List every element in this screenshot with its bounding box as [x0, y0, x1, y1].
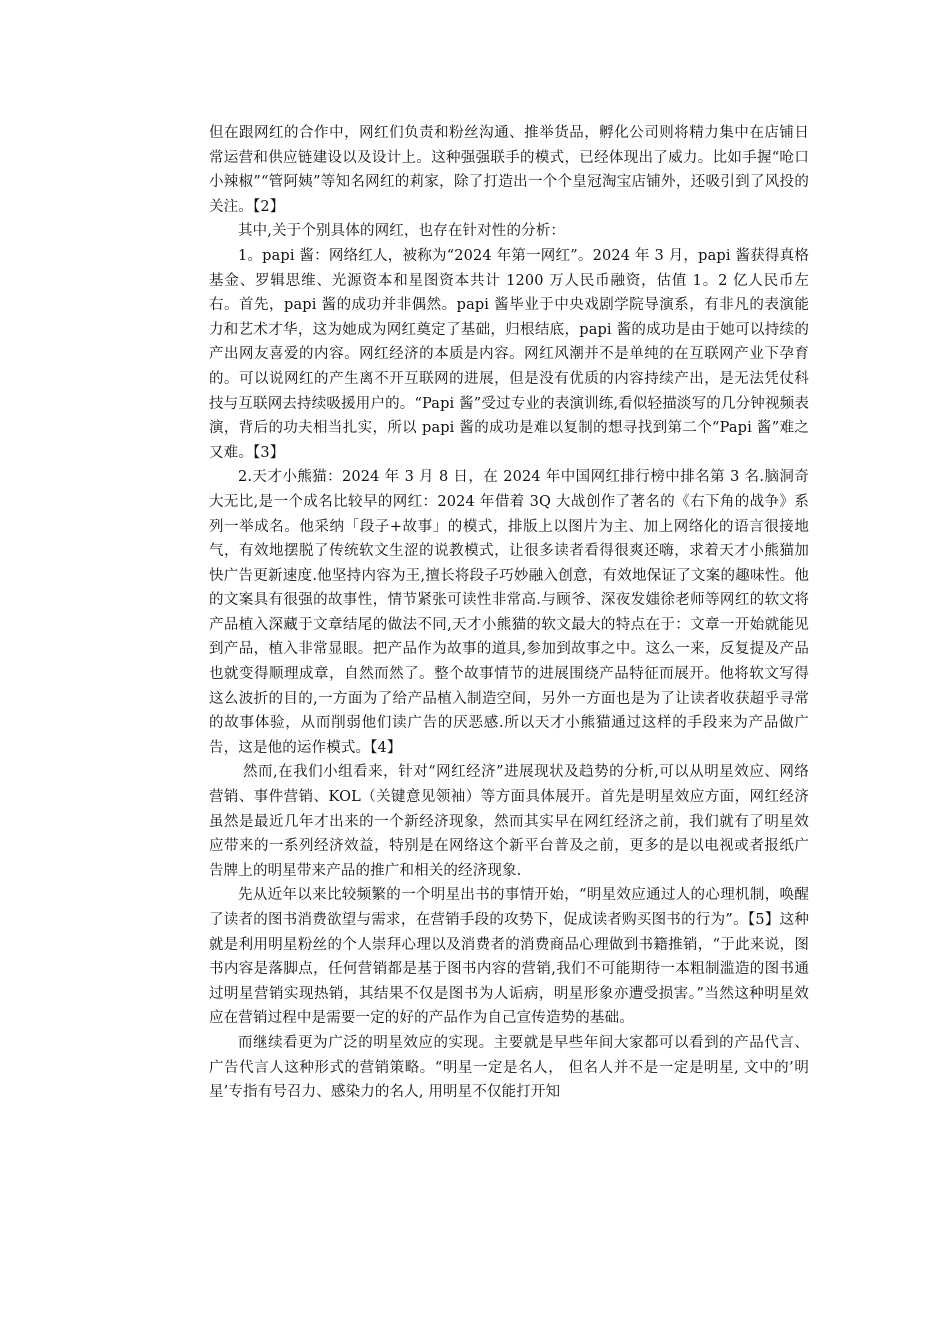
- paragraph-3: 1。papi 酱：网络红人，被称为“2024 年第一网红”。2024 年 3 月，papi 酱获得真格基金、罗辑思维、光源资本和星图资本共计 1200 万人民币融资，估值 1。2 亿人民币左右。首先，papi 酱的成功并非偶然。papi 酱毕业于中央戏剧学院导演系，有非凡的表演能力和艺术才华，这为她成为网红奠定了基础，归根结底，papi 酱的成功是由于她可以持续的产出网友喜爱的内容。网红经济的本质是内容。网红风潮并不是单纯的在互联网产业下孕育的。可以说网红的产生离不开互联网的进展，但是没有优质的内容持续产出，是无法凭仗科技与互联网去持续吸援用户的。“Papi 酱”受过专业的表演训练,看似轻描淡写的几分钟视频表演，背后的功夫相当扎实，所以 papi 酱的成功是难以复制的想寻找到第二个“Papi 酱”难之又难。【3】: [209, 247, 809, 461]
- paragraph-5: 然而,在我们小组看来，针对“网红经济”进展现状及趋势的分析,可以从明星效应、网络营销、事件营销、KOL（关键意见领袖）等方面具体展开。首先是明星效应方面，网红经济虽然是最近几年才出来的一个新经济现象，然而其实早在网红经济之前，我们就有了明星效应带来的一系列经济效益，特别是在网络这个新平台普及之前，更多的是以电视或者报纸广告牌上的明星带来产品的推广和相关的经济现象.: [209, 764, 809, 879]
- document-body: [209, 121, 809, 1105]
- paragraph-7: 而继续看更为广泛的明星效应的实现。主要就是早些年间大家都可以看到的产品代言、广告代言人这种形式的营销策略。“明星一定是名人， 但名人并不是一定是明星, 文中的’明星’专指有号召力、感染力的名人, 用明星不仅能打开知: [209, 1034, 809, 1101]
- paragraph-4: 2.天才小熊猫：2024 年 3 月 8 日，在 2024 年中国网红排行榜中排名第 3 名.脑洞奇大无比,是一个成名比较早的网红：2024 年借着 3Q 大战创作了著名的《右下角的战争》系列一举成名。他采纳「段子+故事」的模式，排版上以图片为主、加上网络化的语言很接地气，有效地摆脱了传统软文生涩的说教模式，让很多读者看得很爽还嗨，求着天才小熊猫加快广告更新速度.他坚持内容为王,擅长将段子巧妙融入创意，有效地保证了文案的趣味性。他的文案具有很强的故事性，情节紧张可读性非常高.与顾爷、深夜发媸徐老师等网红的软文将产品植入深藏于文章结尾的做法不同,天才小熊猫的软文最大的特点在于：文章一开始就能见到产品，植入非常显眼。把产品作为故事的道具,参加到故事之中。这么一来，反复提及产品也就变得顺理成章，自然而然了。整个故事情节的进展围绕产品特征而展开。他将软文写得这么波折的目的,一方面为了给产品植入制造空间，另外一方面也是为了让读者收获超乎寻常的故事体验，从而削弱他们读广告的厌恶感.所以天才小熊猫通过这样的手段来为产品做广告，这是他的运作模式。【4】: [209, 469, 809, 756]
- paragraph-6: 先从近年以来比较频繁的一个明星出书的事情开始，“明星效应通过人的心理机制，唤醒了读者的图书消费欲望与需求，在营销手段的攻势下，促成读者购买图书的行为”。【5】这种就是利用明星粉丝的个人崇拜心理以及消费者的消费商品心理做到书籍推销，“于此来说，图书内容是落脚点，任何营销都是基于图书内容的营销,我们不可能期待一本粗制滥造的图书通过明星营销实现热销，其结果不仅是图书为人诟病，明星形象亦遭受损害。”当然这种明星效应在营销过程中是需要一定的好的产品作为自己宣传造势的基础。: [209, 887, 809, 1027]
- paragraph-2: 其中,关于个别具体的网红，也存在针对性的分析：: [238, 223, 566, 240]
- paragraph-1: 但在跟网红的合作中，网红们负责和粉丝沟通、推举货品，孵化公司则将精力集中在店铺日常运营和供应链建设以及设计上。这种强强联手的模式，已经体现出了威力。比如手握“呛口小辣椒”“管阿姨”等知名网红的莉家，除了打造出一个个皇冠淘宝店铺外，还吸引到了风投的关注。【2】: [209, 125, 809, 215]
